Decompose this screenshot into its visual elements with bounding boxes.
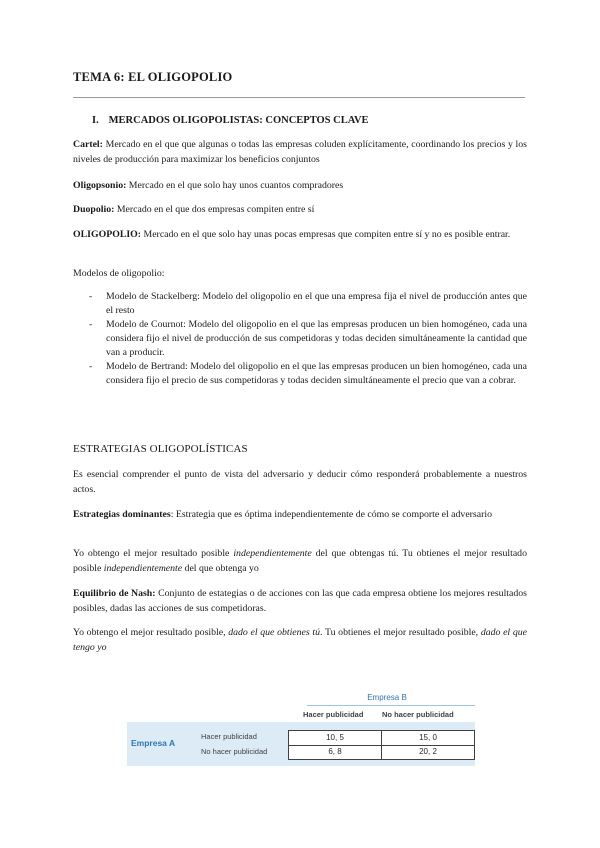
text-cartel: Mercado en el que que algunas o todas las empresas coluden explícitamente, coordinando los precios y los niveles de producción para maximizar los beneficios conjuntos [73, 139, 527, 165]
example-italic: dado el que obtienes tú [228, 627, 321, 638]
list-item [73, 318, 527, 360]
term-cartel: Cartel: [73, 139, 103, 150]
section-title: MERCADOS OLIGOPOLISTAS: CONCEPTOS CLAVE [108, 115, 369, 126]
example-text: Yo obtengo el mejor resultado posible, [73, 627, 229, 638]
row-header: No hacer publicidad [201, 747, 268, 756]
section-number: I. [92, 115, 99, 126]
example-text: Yo obtengo el mejor resultado posible [73, 548, 234, 559]
empresa-a-header: Empresa A [131, 738, 176, 748]
list-item-text: Modelo de Cournot: Modelo del oligopolio en el que las empresas producen un bien homogéneo, cada una considera fijo el nivel de producción de sus competidoras y todas deciden simultáneamente la cantidad que van a producir. [106, 319, 527, 358]
column-header: No hacer publicidad [382, 710, 454, 719]
list-item [73, 290, 527, 318]
list-dash: - [89, 319, 93, 330]
payoff-cell: 15, 0 [419, 733, 437, 742]
text-dominant-strategy: : Estrategia que es óptima independientemente de cómo se comporte el adversario [170, 509, 492, 520]
payoff-cell: 20, 2 [419, 747, 437, 756]
text-nash-equilibrium: Conjunto de estategias o de acciones con las que cada empresa obtiene los mejores resultados posibles, dadas las acciones de sus competidoras. [73, 588, 527, 614]
term-oligopsonio: Oligopsonio: [73, 180, 127, 191]
row-header: Hacer publicidad [201, 732, 257, 741]
example-text: del que obtenga yo [182, 563, 259, 574]
models-intro: Modelos de oligopolio: [73, 268, 165, 279]
strategies-heading: ESTRATEGIAS OLIGOPOLÍSTICAS [73, 443, 248, 455]
payoff-cell: 10, 5 [326, 733, 344, 742]
models-list [73, 290, 527, 388]
example-italic: independientemente [103, 563, 183, 574]
term-duopolio: Duopolio: [73, 204, 115, 215]
text-duopolio: Mercado en el que dos empresas compiten entre sí [114, 204, 315, 215]
definition-duopolio [73, 202, 527, 217]
term-dominant-strategy: Estrategias dominantes [73, 509, 171, 520]
payoff-cell: 6, 8 [328, 747, 342, 756]
list-dash: - [89, 361, 93, 372]
empresa-b-header: Empresa B [367, 693, 407, 702]
page-title: TEMA 6: EL OLIGOPOLIO [73, 70, 233, 84]
dominant-example [73, 546, 527, 576]
title-divider [73, 97, 525, 98]
section-heading [92, 115, 369, 126]
text-oligopolio: Mercado en el que solo hay unas pocas empresas que compiten entre sí y no es posible entrar. [141, 229, 511, 240]
term-nash-equilibrium: Equilibrio de Nash: [73, 588, 156, 599]
nash-example [73, 625, 527, 655]
payoff-table [127, 690, 475, 766]
example-italic: independientemente [233, 548, 312, 559]
list-item-text: Modelo de Stackelberg: Modelo del oligopolio en el que una empresa fija el nivel de producción antes que el resto [106, 291, 527, 316]
example-text: del que obtengas tú. Tu obtienes el mejor resultado posible [73, 548, 527, 574]
example-text: . Tu obtienes el mejor resultado posible, [320, 627, 481, 638]
example-italic: dado el que tengo yo [73, 627, 527, 653]
list-item [73, 360, 527, 388]
grid-hline [289, 745, 474, 746]
definition-oligopolio [73, 227, 527, 242]
list-item-text: Modelo de Bertrand: Modelo del oligopolio en el que las empresas producen un bien homogéneo, cada una considera fijo el precio de sus competidoras y todas deciden simultáneamente el precio que van a cobrar. [106, 361, 527, 386]
empresa-b-underline [307, 705, 475, 706]
column-header: Hacer publicidad [303, 710, 364, 719]
definition-nash-equilibrium [73, 586, 527, 616]
list-dash: - [89, 291, 93, 302]
definition-dominant-strategy [73, 507, 527, 522]
text-oligopsonio: Mercado en el que solo hay unos cuantos compradores [126, 180, 344, 191]
term-oligopolio: OLIGOPOLIO: [73, 229, 142, 240]
payoff-grid [288, 730, 475, 760]
definition-oligopsonio [73, 178, 527, 193]
definition-cartel [73, 137, 527, 167]
strategies-intro: Es esencial comprender el punto de vista del adversario y deducir cómo responderá probablemente a nuestros actos. [73, 469, 527, 495]
